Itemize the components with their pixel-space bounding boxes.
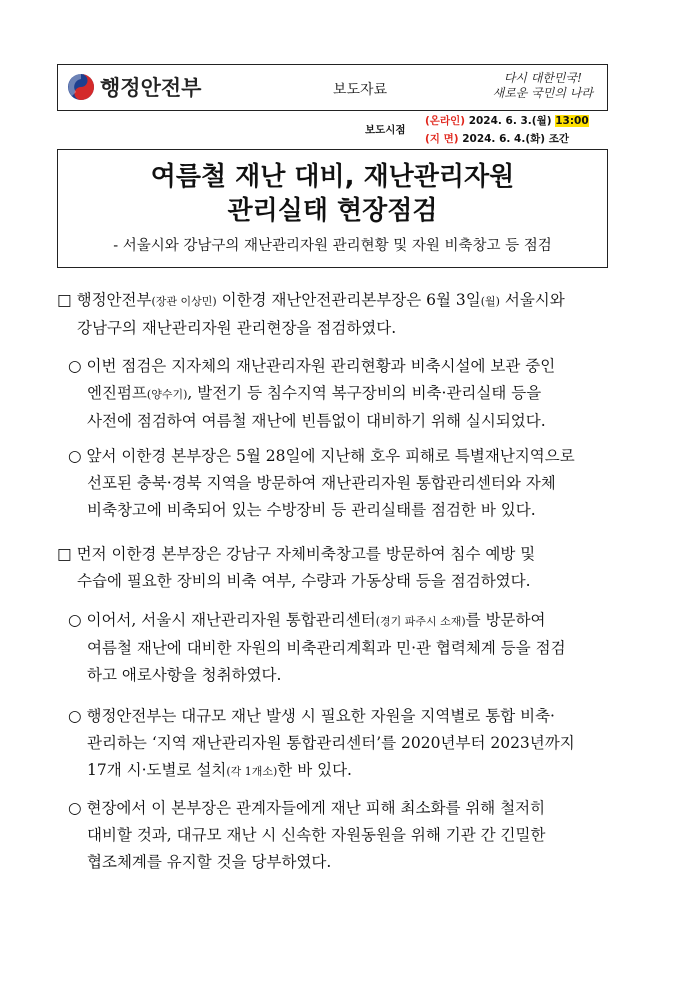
- text: 앞서 이한경 본부장은 5월 28일에 지난해 호우 피해로 특별재난지역으로: [86, 447, 575, 465]
- slogan-line-2: 새로운 국민의 나라: [492, 86, 593, 100]
- embargo-label: 보도시점: [365, 124, 406, 136]
- print-date: 2024. 6. 4.(화) 조간: [462, 133, 569, 145]
- online-time: 13:00: [555, 115, 589, 127]
- slogan-line-1: 다시 대한민국!: [503, 71, 582, 85]
- headline-line-1: 여름철 재난 대비, 재난관리자원: [150, 162, 515, 192]
- online-date: 2024. 6. 3.(월): [468, 115, 552, 127]
- text: 를 방문하여: [465, 611, 546, 629]
- print-tag: (지 면): [425, 133, 459, 145]
- circle-bullet: ○: [68, 707, 82, 725]
- paragraph-6: [68, 703, 628, 785]
- text: 이번 점검은 지자체의 재난관리자원 관리현황과 비축시설에 보관 중인: [86, 357, 556, 375]
- circle-bullet: ○: [68, 447, 82, 465]
- press-release-header: [57, 64, 608, 111]
- square-bullet: □: [57, 291, 72, 309]
- text-line: 하고 애로사항을 청취하였다.: [87, 666, 282, 684]
- text: (월): [480, 295, 500, 308]
- text-line: 여름철 재난에 대비한 자원의 비축관리계획과 민·관 협력체계 등을 점검: [87, 639, 566, 657]
- ministry-logo: [66, 72, 201, 102]
- text: 현장에서 이 본부장은 관계자들에게 재난 피해 최소화를 위해 철저히: [86, 799, 546, 817]
- text: 서울시와: [499, 291, 565, 309]
- text: 이어서, 서울시 재난관리자원 통합관리센터: [86, 611, 376, 629]
- headline: [58, 160, 607, 228]
- text: 한 바 있다.: [277, 761, 352, 779]
- text: 엔진펌프: [87, 384, 147, 402]
- text-line: 강남구의 재난관리자원 관리현장을 점검하였다.: [77, 319, 397, 337]
- paragraph-5: [68, 607, 628, 689]
- document-type: 보도자료: [333, 82, 388, 98]
- text: (장관 이상민): [151, 295, 217, 308]
- circle-bullet: ○: [68, 611, 82, 629]
- paragraph-7: [68, 795, 628, 876]
- text-line: 사전에 점검하여 여름철 재난에 빈틈없이 대비하기 위해 실시되었다.: [87, 412, 546, 430]
- square-bullet: □: [57, 545, 72, 563]
- text: 먼저 이한경 본부장은 강남구 자체비축창고를 방문하여 침수 예방 및: [76, 545, 536, 563]
- circle-bullet: ○: [68, 357, 82, 375]
- text-line: 대비할 것과, 대규모 재난 시 신속한 자원동원을 위해 기관 간 긴밀한: [87, 826, 546, 844]
- ministry-name: 행정안전부: [100, 76, 202, 100]
- text: 17개 시·도별로 설치: [87, 761, 227, 779]
- text: (각 1개소): [226, 765, 278, 778]
- text: 행정안전부는 대규모 재난 발생 시 필요한 자원을 지역별로 통합 비축·: [86, 707, 555, 725]
- text: , 발전기 등 침수지역 복구장비의 비축·관리실태 등을: [187, 384, 542, 402]
- subheadline: - 서울시와 강남구의 재난관리자원 관리현황 및 자원 비축창고 등 점검: [113, 238, 552, 254]
- taegeuk-emblem-icon: [66, 72, 96, 102]
- text-line: 협조체계를 유지할 것을 당부하였다.: [87, 853, 332, 871]
- online-tag: (온라인): [425, 115, 466, 127]
- circle-bullet: ○: [68, 799, 82, 817]
- headline-box: [57, 149, 608, 268]
- text: 행정안전부: [76, 291, 152, 309]
- paragraph-2: [68, 353, 628, 435]
- paragraph-3: [68, 443, 628, 524]
- text: (양수기): [146, 388, 188, 401]
- paragraph-4: [57, 541, 617, 595]
- text-line: 관리하는 ‘지역 재난관리자원 통합관리센터’를 2020년부터 2023년까지: [87, 734, 575, 752]
- text: (경기 파주시 소재): [375, 615, 466, 628]
- text-line: 비축창고에 비축되어 있는 수방장비 등 관리실태를 점검한 바 있다.: [87, 501, 536, 519]
- paragraph-1: [57, 287, 617, 342]
- embargo-print: [425, 131, 569, 146]
- government-slogan: [493, 71, 593, 101]
- text-line: 수습에 필요한 장비의 비축 여부, 수량과 가동상태 등을 점검하였다.: [77, 572, 531, 590]
- headline-line-2: 관리실태 현장점검: [227, 196, 438, 226]
- text: 이한경 재난안전관리본부장은 6월 3일: [216, 291, 481, 309]
- text-line: 선포된 충북·경북 지역을 방문하여 재난관리자원 통합관리센터와 자체: [87, 474, 556, 492]
- embargo-online: [425, 113, 589, 128]
